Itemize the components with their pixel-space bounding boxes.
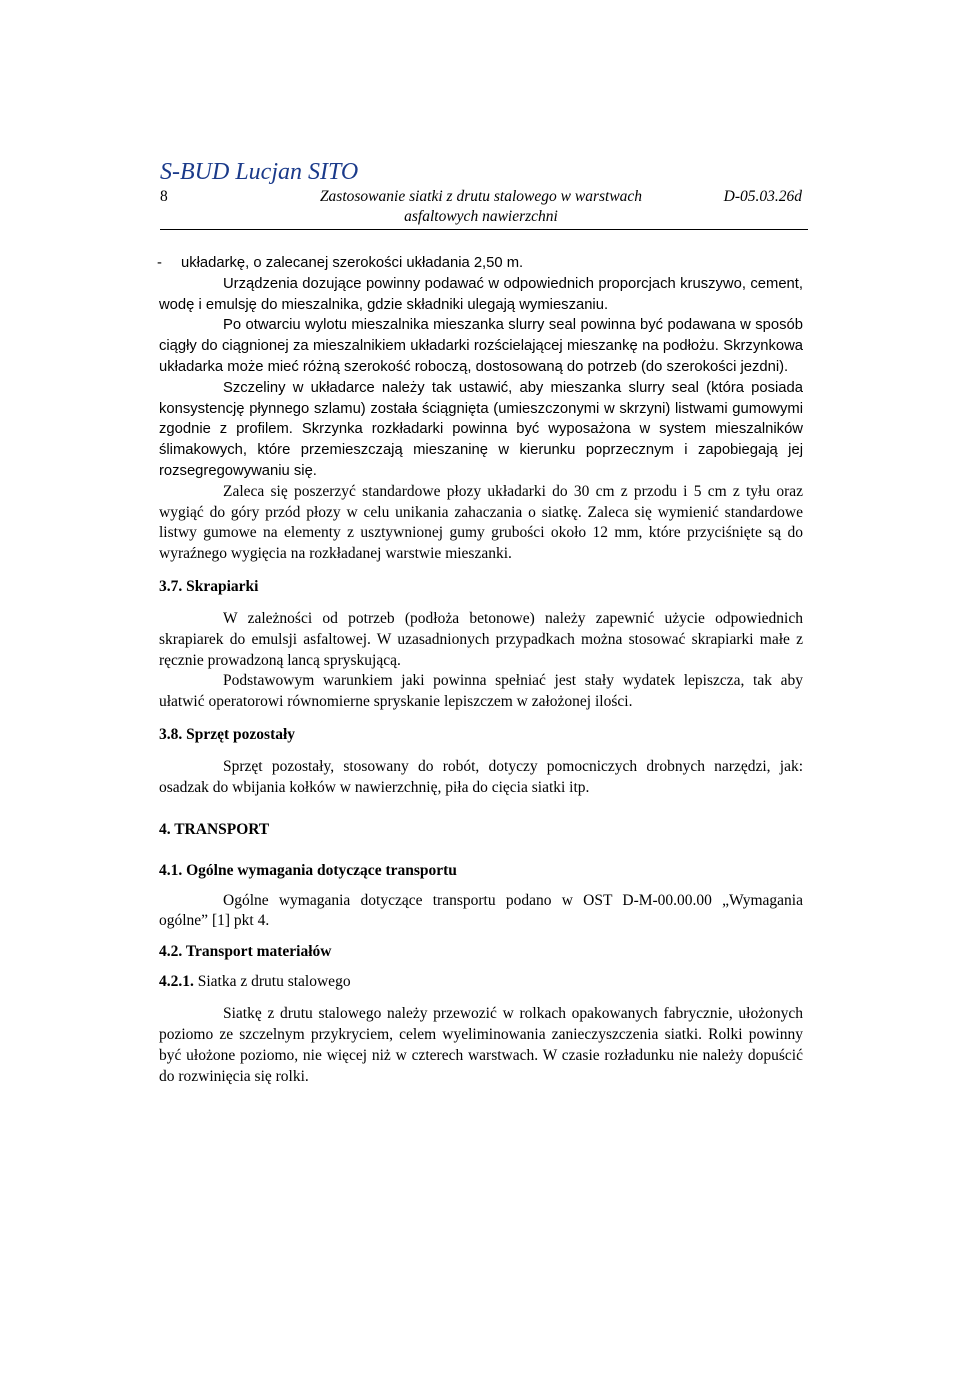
paragraph: Urządzenia dozujące powinny podawać w odpowiednich proporcjach kruszywo, cement, wodę i emulsję do mieszalnika, gdzie składniki ulegają wymieszaniu. bbox=[159, 275, 803, 313]
paragraph: Szczeliny w układarce należy tak ustawić, aby mieszanka slurry seal (która posiada konsystencję płynnego szlamu) została ściągnięta (umieszczonymi w skrzyni) listwami gumowymi zgodnie z profilem. Skrzynka rozkładarki powinna być wyposażona w system mieszalników ślimakowych, które przemieszczają mieszaninę w kierunku poprzecznym i zapobiegają jej rozsegregowywaniu się. bbox=[159, 379, 803, 479]
paragraph: Siatkę z drutu stalowego należy przewozić w rolkach opakowanych fabrycznie, ułożonych poziomo ze szczelnym przykryciem, celem wyeliminowania zanieczyszczenia siatki. Rolki powinny być ułożone poziomo, nie więcej niż w czterech warstwach. W czasie rozładunku nie należy dopuścić do rozwinięcia się rolki. bbox=[159, 1005, 803, 1085]
header-title-line1: Zastosowanie siatki z drutu stalowego w warstwach bbox=[319, 188, 643, 205]
company-name: S-BUD Lucjan SITO bbox=[160, 159, 359, 185]
spec-code: D-05.03.26d bbox=[723, 188, 802, 205]
paragraph: W zależności od potrzeb (podłoża betonowe) należy zapewnić użycie odpowiednich skrapiarek do emulsji asfaltowej. W uzasadnionych przypadkach można stosować skrapiarki małe z ręcznie prowadzoną lancą spryskującą. bbox=[159, 609, 803, 669]
paragraph: Ogólne wymagania dotyczące transportu podano w OST D-M-00.00.00 „Wymagania ogólne” [1] pkt 4. bbox=[159, 891, 803, 930]
document-body bbox=[159, 253, 803, 1087]
page-number: 8 bbox=[160, 188, 168, 205]
header-title bbox=[160, 187, 802, 227]
paragraph: Po otwarciu wylotu mieszalnika mieszanka slurry seal powinna być podawana w sposób ciągły do ciągnionej za mieszalnikiem układarki rozścielającej mieszankę na podłożu. Skrzynkowa układarka może mieć różną szerokość roboczą, dostosowaną do potrzeb (do szerokości jezdni). bbox=[159, 317, 803, 375]
dash-bullet: - bbox=[157, 255, 162, 271]
chapter-heading: 4. TRANSPORT bbox=[159, 820, 270, 838]
subsection-number: 4.2.1. bbox=[159, 973, 194, 991]
paragraph: Podstawowym warunkiem jaki powinna spełniać jest stały wydatek lepiszcza, tak aby ułatwić operatorowi równomierne spryskanie lepiszczem w założonej ilości. bbox=[159, 672, 803, 711]
paragraph: Sprzęt pozostały, stosowany do robót, dotyczy pomocniczych drobnych narzędzi, jak: osadzak do wbijania kołków w nawierzchnię, piła do cięcia siatki itp. bbox=[159, 757, 803, 796]
subsection-heading bbox=[159, 972, 803, 992]
paragraph: Zaleca się poszerzyć standardowe płozy układarki do 30 cm z przodu i 5 cm z tyłu oraz wygiąć do góry przód płozy w celu unikania zahaczania o siatkę. Zaleca się wymienić standardowe listwy gumowe na elementy z usztywnionej gumy grubości około 12 mm, które przyciśnięte są do wyraźnego wygięcia na rozkładanej warstwie mieszanki. bbox=[159, 482, 803, 563]
subsection-title: Siatka z drutu stalowego bbox=[197, 973, 351, 991]
section-heading: 3.7. Skrapiarki bbox=[159, 577, 259, 595]
header-title-line2: asfaltowych nawierzchni bbox=[404, 208, 558, 225]
list-item-text: układarkę, o zalecanej szerokości układania 2,50 m. bbox=[181, 255, 524, 271]
section-heading: 4.2. Transport materiałów bbox=[159, 943, 332, 961]
header-divider bbox=[160, 229, 808, 230]
section-heading: 3.8. Sprzęt pozostały bbox=[159, 725, 296, 743]
section-heading: 4.1. Ogólne wymagania dotyczące transportu bbox=[159, 861, 457, 879]
list-item bbox=[159, 253, 803, 274]
